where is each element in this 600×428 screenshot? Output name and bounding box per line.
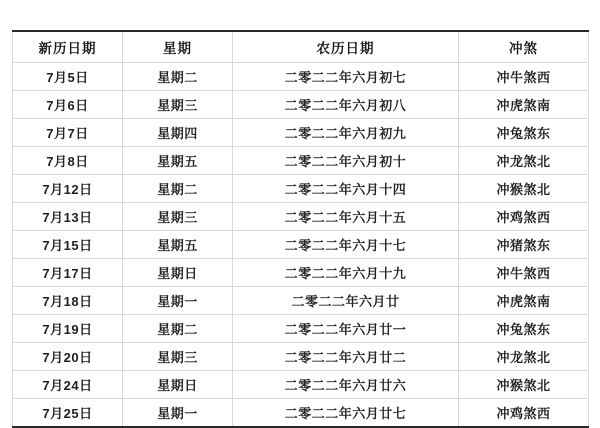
cell-lunar-date: 二零二二年六月十九 [233,259,459,287]
cell-clash: 冲牛煞西 [459,259,589,287]
cell-weekday: 星期五 [123,231,233,259]
cell-solar-date: 7月8日 [13,147,123,175]
cell-lunar-date: 二零二二年六月十七 [233,231,459,259]
cell-weekday: 星期一 [123,287,233,315]
cell-clash: 冲虎煞南 [459,91,589,119]
table-row [13,63,589,91]
cell-clash: 冲猴煞北 [459,371,589,399]
cell-solar-date: 7月18日 [13,287,123,315]
cell-solar-date: 7月6日 [13,91,123,119]
column-header-solar-date: 新历日期 [13,31,123,63]
table-row [13,147,589,175]
column-header-lunar-date: 农历日期 [233,31,459,63]
cell-clash: 冲猴煞北 [459,175,589,203]
cell-weekday: 星期四 [123,119,233,147]
cell-solar-date: 7月7日 [13,119,123,147]
column-header-weekday: 星期 [123,31,233,63]
cell-solar-date: 7月19日 [13,315,123,343]
cell-clash: 冲牛煞西 [459,63,589,91]
cell-lunar-date: 二零二二年六月初八 [233,91,459,119]
table-row [13,371,589,399]
table-row [13,399,589,428]
table-row [13,119,589,147]
cell-solar-date: 7月13日 [13,203,123,231]
table-row [13,343,589,371]
cell-lunar-date: 二零二二年六月廿六 [233,371,459,399]
cell-solar-date: 7月17日 [13,259,123,287]
cell-weekday: 星期日 [123,259,233,287]
cell-lunar-date: 二零二二年六月初十 [233,147,459,175]
cell-weekday: 星期二 [123,63,233,91]
table-row [13,91,589,119]
cell-lunar-date: 二零二二年六月初七 [233,63,459,91]
cell-lunar-date: 二零二二年六月廿 [233,287,459,315]
column-header-clash: 冲煞 [459,31,589,63]
cell-weekday: 星期三 [123,343,233,371]
cell-clash: 冲鸡煞西 [459,399,589,428]
calendar-table-container [12,30,588,428]
table-body [13,63,589,428]
cell-clash: 冲猪煞东 [459,231,589,259]
cell-solar-date: 7月12日 [13,175,123,203]
table-row [13,203,589,231]
cell-solar-date: 7月15日 [13,231,123,259]
cell-weekday: 星期二 [123,315,233,343]
table-row [13,259,589,287]
table-header [13,31,589,63]
cell-clash: 冲兔煞东 [459,315,589,343]
cell-weekday: 星期五 [123,147,233,175]
cell-weekday: 星期日 [123,371,233,399]
cell-lunar-date: 二零二二年六月初九 [233,119,459,147]
table-row [13,175,589,203]
cell-lunar-date: 二零二二年六月廿一 [233,315,459,343]
cell-lunar-date: 二零二二年六月十五 [233,203,459,231]
cell-solar-date: 7月25日 [13,399,123,428]
table-header-row [13,31,589,63]
cell-solar-date: 7月24日 [13,371,123,399]
cell-solar-date: 7月20日 [13,343,123,371]
cell-clash: 冲鸡煞西 [459,203,589,231]
table-row [13,287,589,315]
cell-clash: 冲龙煞北 [459,147,589,175]
cell-weekday: 星期一 [123,399,233,428]
table-row [13,231,589,259]
cell-weekday: 星期三 [123,203,233,231]
cell-clash: 冲兔煞东 [459,119,589,147]
cell-weekday: 星期二 [123,175,233,203]
cell-solar-date: 7月5日 [13,63,123,91]
auspicious-dates-table [12,30,589,428]
cell-weekday: 星期三 [123,91,233,119]
cell-lunar-date: 二零二二年六月十四 [233,175,459,203]
cell-lunar-date: 二零二二年六月廿二 [233,343,459,371]
cell-clash: 冲龙煞北 [459,343,589,371]
cell-lunar-date: 二零二二年六月廿七 [233,399,459,428]
cell-clash: 冲虎煞南 [459,287,589,315]
table-row [13,315,589,343]
